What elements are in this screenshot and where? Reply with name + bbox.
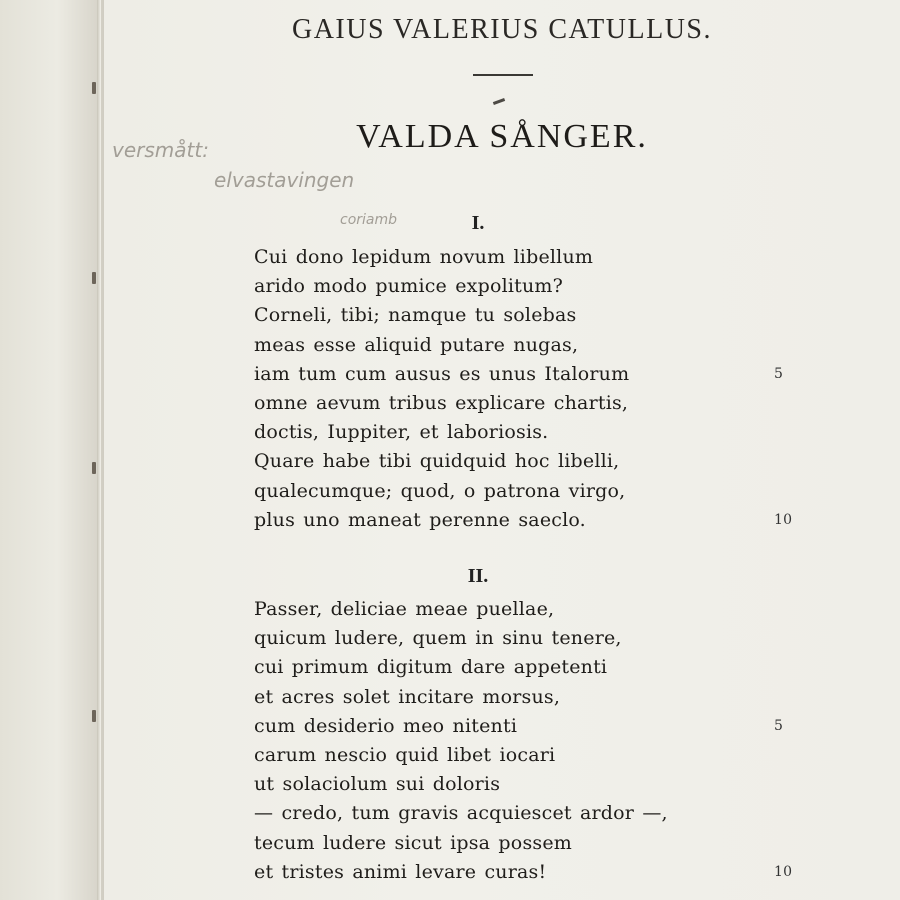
poem-line: ut solaciolum sui doloris [254, 773, 501, 796]
poem-line: Corneli, tibi; namque tu solebas [254, 304, 577, 327]
poem-block [254, 243, 814, 535]
poem-line: cum desiderio meo nitenti 5 [254, 712, 814, 741]
pencil-margin-note: versmått: [112, 138, 209, 162]
poem-line: omne aevum tribus explicare chartis, [254, 391, 629, 414]
collection-title: VALDA SÅNGER. [356, 118, 648, 155]
line-number: 5 [774, 717, 784, 734]
poem-line: tecum ludere sicut ipsa possem [254, 831, 572, 854]
poem-line: Cui dono lepidum novum libellum [254, 246, 594, 268]
line-number: 10 [774, 511, 793, 528]
poem-line: iam tum cum ausus es unus Italorum 5 [254, 360, 814, 389]
binding-stitch [92, 272, 96, 284]
poem-number: II. [467, 565, 489, 587]
line-number: 10 [774, 863, 793, 880]
poem-line: meas esse aliquid putare nugas, [254, 333, 579, 356]
poem-line: quicum ludere, quem in sinu tenere, [254, 627, 622, 650]
poem-line: Passer, deliciae meae puellae, [254, 598, 555, 620]
pencil-margin-note: elvastavingen [214, 168, 355, 192]
binding-stitch [92, 462, 96, 474]
poem-line: doctis, Iuppiter, et laboriosis. [254, 421, 549, 444]
binding-stitch [92, 82, 96, 94]
poem-line: et tristes animi levare curas! 10 [254, 858, 814, 887]
poem-line: qualecumque; quod, o patrona virgo, [254, 479, 626, 502]
poem-line: Quare habe tibi quidquid hoc libelli, [254, 450, 620, 473]
pencil-margin-note: coriamb [340, 212, 398, 228]
poem-line: arido modo pumice expolitum? [254, 275, 564, 298]
line-number: 5 [774, 365, 784, 382]
binding-stitch [92, 710, 96, 722]
poem-line: plus uno maneat perenne saeclo. 10 [254, 506, 814, 535]
book-gutter [0, 0, 104, 900]
poem-line: cui primum digitum dare appetenti [254, 656, 608, 679]
page-edge [97, 0, 101, 900]
poem-line: — credo, tum gravis acquiescet ardor —, [254, 802, 668, 825]
heading-rule [473, 74, 533, 76]
poem-line: carum nescio quid libet iocari [254, 743, 556, 766]
author-heading: GAIUS VALERIUS CATULLUS. [291, 14, 712, 45]
poem-number: I. [471, 212, 485, 234]
poem-line: et acres solet incitare morsus, [254, 685, 561, 708]
poem-block [254, 595, 814, 887]
